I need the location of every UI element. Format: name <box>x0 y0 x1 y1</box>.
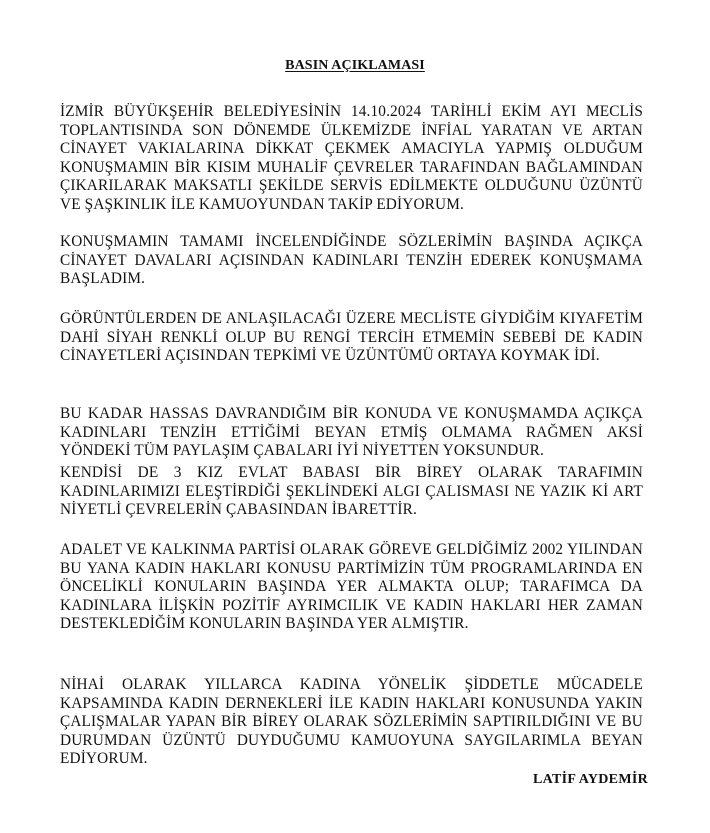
document-title: BASIN AÇIKLAMASI <box>285 58 425 73</box>
paragraph-5: KENDİSİ DE 3 KIZ EVLAT BABASI BİR BİREY OLARAK TARAFIMIN KADINLARIMIZI ELEŞTİRDİĞİ ŞEKLİNDEKİ ALGI ÇALISMASI NE YAZIK Kİ ART NİYETLİ ÇEVRELERİN ÇABASINDAN İBARETTİR. <box>60 464 643 518</box>
paragraph-7: NİHAİ OLARAK YILLARCA KADINA YÖNELİK ŞİDDETLE MÜCADELE KAPSAMINDA KADIN DERNEKLERİ İLE KADIN HAKLARI KONUSUNDA YAKIN ÇALIŞMALAR YAPAN BİR BİREY OLARAK SÖZLERİMİN SAPTIRILDIĞINI VE BU DURUMDAN ÜZÜNTÜ DUYDUĞUMU KAMUOYUNA SAYGILARIMLA BEYAN EDİYORUM. <box>60 676 643 767</box>
signature: LATİF AYDEMİR <box>532 772 648 787</box>
paragraph-2: KONUŞMAMIN TAMAMI İNCELENDİĞİNDE SÖZLERİMİN BAŞINDA AÇIKÇA CİNAYET DAVALARI AÇISINDAN KADINLARI TENZİH EDEREK KONUŞMAMA BAŞLADIM. <box>60 233 643 287</box>
paragraph-3: GÖRÜNTÜLERDEN DE ANLAŞILACAĞI ÜZERE MECLİSTE GİYDİĞİM KIYAFETİM DAHİ SİYAH RENKLİ OLUP BU RENGİ TERCİH ETMEMİN SEBEBİ DE KADIN CİNAYETLERİ AÇISINDAN TEPKİMİ VE ÜZÜNTÜMÜ ORTAYA KOYMAK İDİ. <box>60 310 643 364</box>
paragraph-6: ADALET VE KALKINMA PARTİSİ OLARAK GÖREVE GELDİĞİMİZ 2002 YILINDAN BU YANA KADIN HAKLARI KONUSU PARTİMİZİN TÜM PROGRAMLARINDA EN ÖNCELİKLİ KONULARIN BAŞINDA YER ALMAKTA OLUP; TARAFIMCA DA KADINLARA İLİŞKİN POZİTİF AYRIMCILIK VE KADIN HAKLARI HER ZAMAN DESTEKLEDİĞİM KONULARIN BAŞINDA YER ALMIŞTIR. <box>60 541 643 632</box>
paragraph-1: İZMİR BÜYÜKŞEHİR BELEDİYESİNİN 14.10.2024 TARİHLİ EKİM AYI MECLİS TOPLANTISINDA SON DÖNEMDE ÜLKEMİZDE İNFİAL YARATAN VE ARTAN CİNAYET VAKIALARINA DİKKAT ÇEKMEK AMACIYLA YAPMIŞ OLDUĞUM KONUŞMAMIN BİR KISIM MUHALİF ÇEVRELER TARAFINDAN BAĞLAMINDAN ÇIKARILARAK MAKSATLI ŞEKİLDE SERVİS EDİLMEKTE OLDUĞUNU ÜZÜNTÜ VE ŞAŞKINLIK İLE KAMUOYUNDAN TAKİP EDİYORUM. <box>60 103 643 213</box>
paragraph-4: BU KADAR HASSAS DAVRANDIĞIM BİR KONUDA VE KONUŞMAMDA AÇIKÇA KADINLARI TENZİH ETTİĞİMİ BEYAN ETMİŞ OLMAMA RAĞMEN AKSİ YÖNDEKİ TÜM PAYLAŞIM ÇABALARI İYİ NİYETTEN YOKSUNDUR. <box>60 405 643 459</box>
